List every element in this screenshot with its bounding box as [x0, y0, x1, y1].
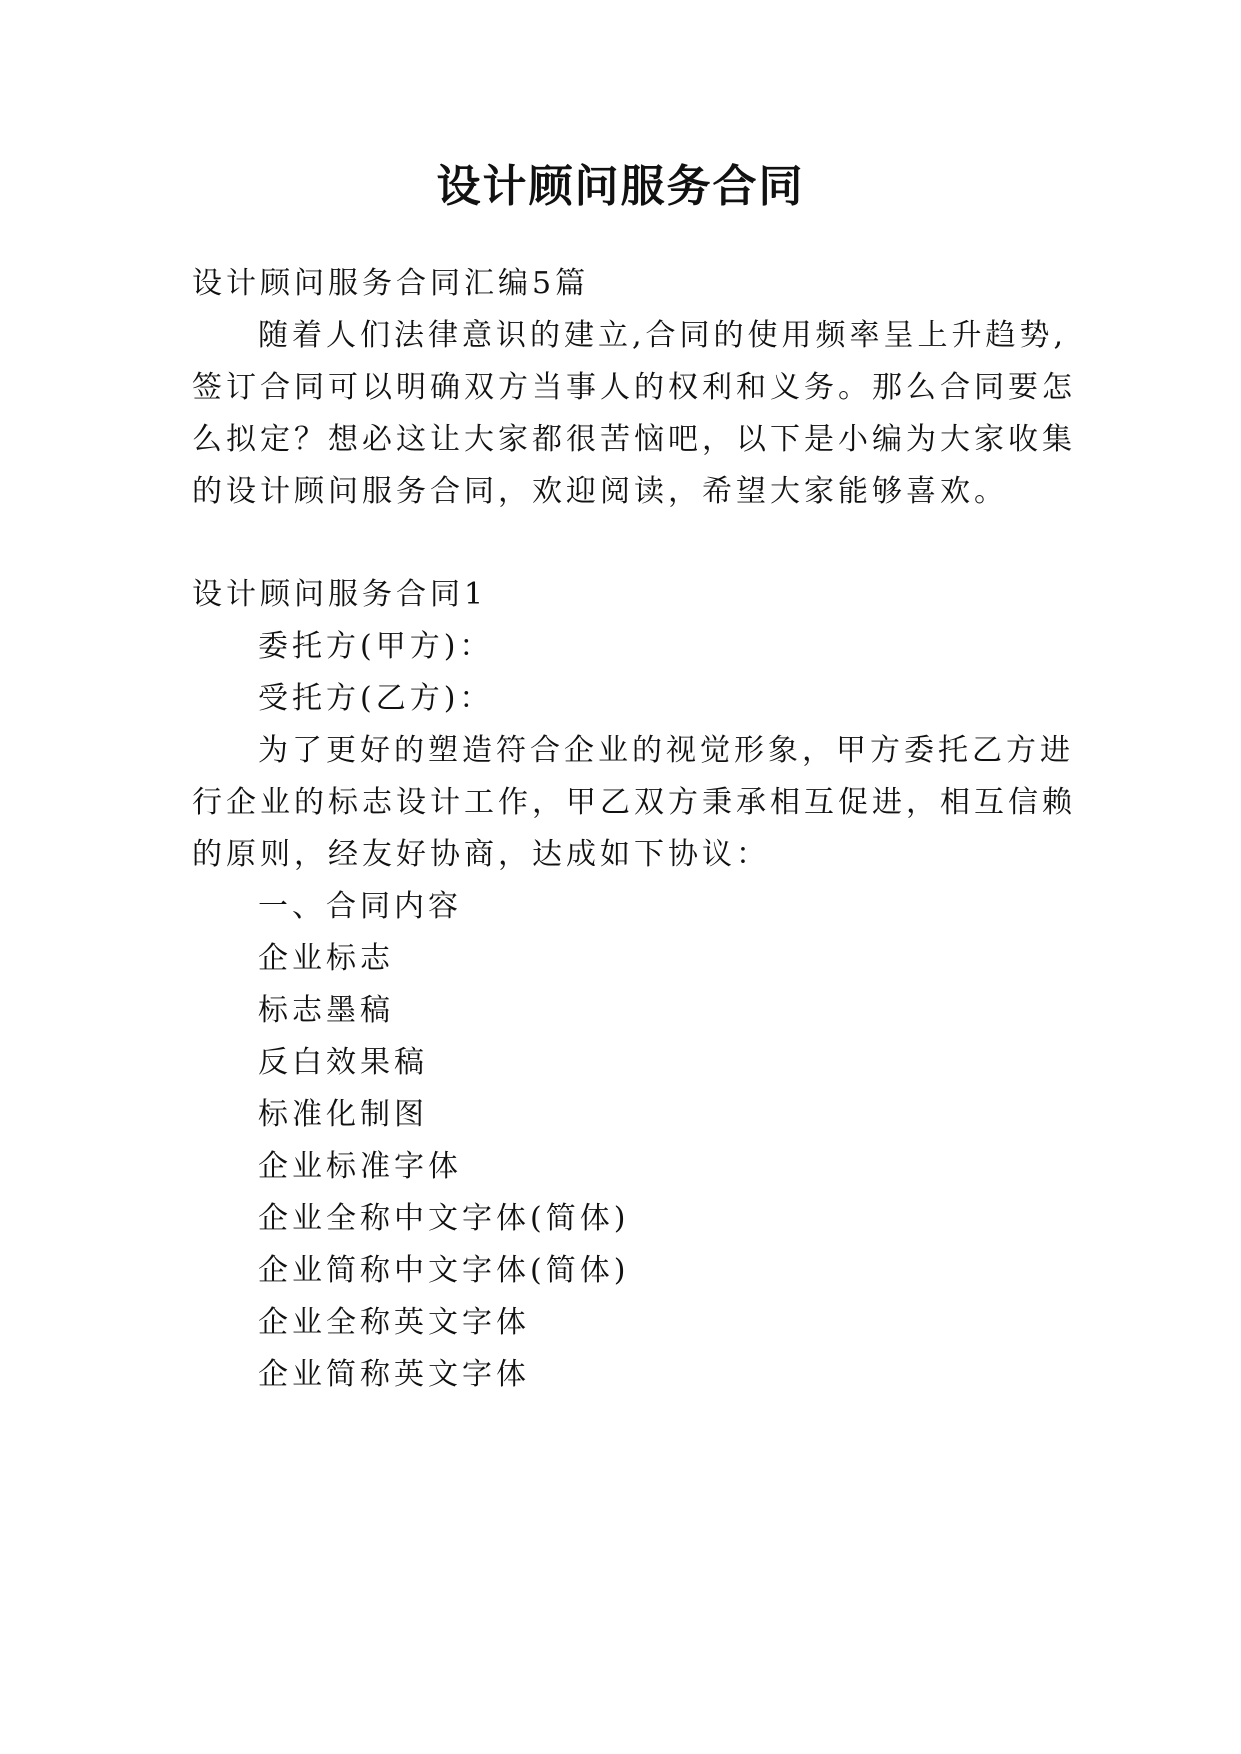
content-item: 反白效果稿	[258, 1045, 428, 1080]
party-b-line: 受托方(乙方)：	[258, 681, 494, 716]
intro-line-4: 的设计顾问服务合同，欢迎阅读，希望大家能够喜欢。	[192, 474, 1008, 509]
content-item: 企业简称英文字体	[258, 1357, 530, 1392]
party-a-line: 委托方(甲方)：	[258, 629, 494, 664]
content-item: 企业标志	[258, 941, 394, 976]
document-title: 设计顾问服务合同	[436, 161, 805, 212]
intro-line-3: 么拟定？想必这让大家都很苦恼吧，以下是小编为大家收集	[192, 422, 1076, 457]
content-item: 企业标准字体	[258, 1149, 462, 1184]
content-item: 标志墨稿	[258, 993, 394, 1028]
content-item: 企业全称中文字体(简体)	[258, 1201, 630, 1236]
intro-line-1: 随着人们法律意识的建立,合同的使用频率呈上升趋势,	[258, 318, 1068, 353]
intro-line-2: 签订合同可以明确双方当事人的权利和义务。那么合同要怎	[192, 370, 1076, 405]
preamble-line-2: 行企业的标志设计工作，甲乙双方秉承相互促进，相互信赖	[192, 785, 1076, 820]
content-item: 企业全称英文字体	[258, 1305, 530, 1340]
clause-heading: 一、合同内容	[258, 889, 462, 924]
content-item: 企业简称中文字体(简体)	[258, 1253, 630, 1288]
preamble-line-1: 为了更好的塑造符合企业的视觉形象，甲方委托乙方进	[258, 733, 1074, 768]
preamble-line-3: 的原则，经友好协商，达成如下协议：	[192, 837, 770, 872]
section-heading: 设计顾问服务合同1	[192, 577, 488, 612]
document-subtitle: 设计顾问服务合同汇编5篇	[192, 266, 590, 301]
content-item: 标准化制图	[258, 1097, 428, 1132]
